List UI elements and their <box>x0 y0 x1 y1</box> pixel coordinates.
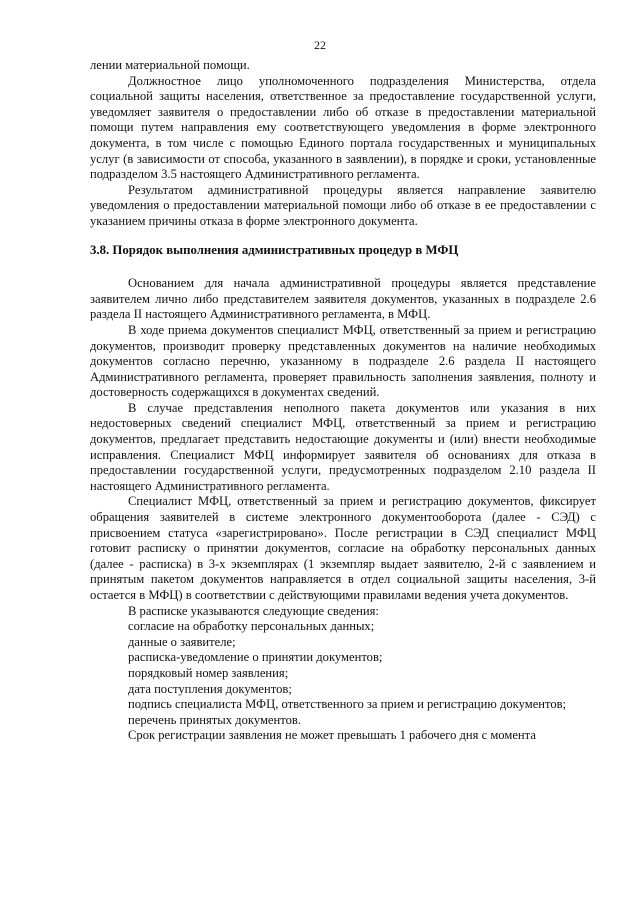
list-item: перечень принятых документов. <box>128 712 301 727</box>
paragraph-procedure-result: Результатом административной процедуры является направление заявителю уведомления о предоставлении материальной помощи либо об отказе в ее предоставлении с указанием причины отказа в форме электронного документа. <box>90 182 596 228</box>
paragraph-receipt-intro: В расписке указываются следующие сведения: <box>128 603 379 618</box>
page-number: 22 <box>314 38 326 52</box>
paragraph-official-notification: Должностное лицо уполномоченного подразделения Министерства, отдела социальной защиты населения, ответственное за предоставление государственной услуги, уведомляет заявителя о предоставлении либо об отказе в предоставлении материальной помощи путем направления ему соответствующего уведомления в форме электронного документа, в том числе с помощью Единого портала государственных и муниципальных услуг (в зависимости от способа, указанного в заявлении), в порядке и сроки, установленные подразделом 3.5 настоящего Административного регламента. <box>90 73 596 182</box>
list-item: дата поступления документов; <box>128 681 292 696</box>
paragraph-registration: Специалист МФЦ, ответственный за прием и регистрацию документов, фиксирует обращения заявителей в системе электронного документооборота (далее - СЭД) с присвоением статуса «зарегистрировано». После регистрации в СЭД специалист МФЦ готовит расписку о принятии документов, согласие на обработку персональных данных (далее - расписка) в 3-х экземплярах (1 экземпляр выдает заявителю, 2-й с заявлением и принятым пакетом документов направляется в отдел социальной защиты населения, 3-й остается в МФЦ) в соответствии с действующими правилами ведения учета документов. <box>90 494 596 602</box>
list-item: данные о заявителе; <box>128 634 236 649</box>
paragraph-incomplete-package: В случае представления неполного пакета документов или указания в них недостоверных сведений специалист МФЦ, ответственный за прием и регистрацию документов, предлагает представить недостающие документы и (или) внести необходимые исправления. Специалист МФЦ информирует заявителя об основаниях для отказа в предоставлении государственной услуги, предусмотренных подразделом 2.10 раздела II настоящего Административного регламента. <box>90 400 596 493</box>
list-item: порядковый номер заявления; <box>128 665 289 680</box>
section-heading: 3.8. Порядок выполнения административных процедур в МФЦ <box>90 242 459 257</box>
list-item-signature: подпись специалиста МФЦ, ответственного за прием и регистрацию документов; <box>128 697 567 712</box>
document-body <box>90 58 596 744</box>
list-item: расписка-уведомление о принятии документов; <box>128 650 383 665</box>
list-item: согласие на обработку персональных данных; <box>128 619 375 634</box>
paragraph-continuation: лении материальной помощи. <box>90 58 250 72</box>
paragraph-basis: Основанием для начала административной процедуры является представление заявителем лично либо представителем заявителя документов, указанных в подразделе 2.6 раздела II настоящего Административного регламента, в МФЦ. <box>90 276 596 322</box>
paragraph-document-check: В ходе приема документов специалист МФЦ, ответственный за прием и регистрацию документов, производит проверку представленных документов на наличие необходимых документов согласно перечню, указанному в подразделе 2.6 раздела II настоящего Административного регламента, проверяет правильность заполнения заявления, полноту и достоверность содержащихся в документах сведений. <box>90 322 596 400</box>
paragraph-registration-deadline: Срок регистрации заявления не может превышать 1 рабочего дня с момента <box>128 728 536 743</box>
